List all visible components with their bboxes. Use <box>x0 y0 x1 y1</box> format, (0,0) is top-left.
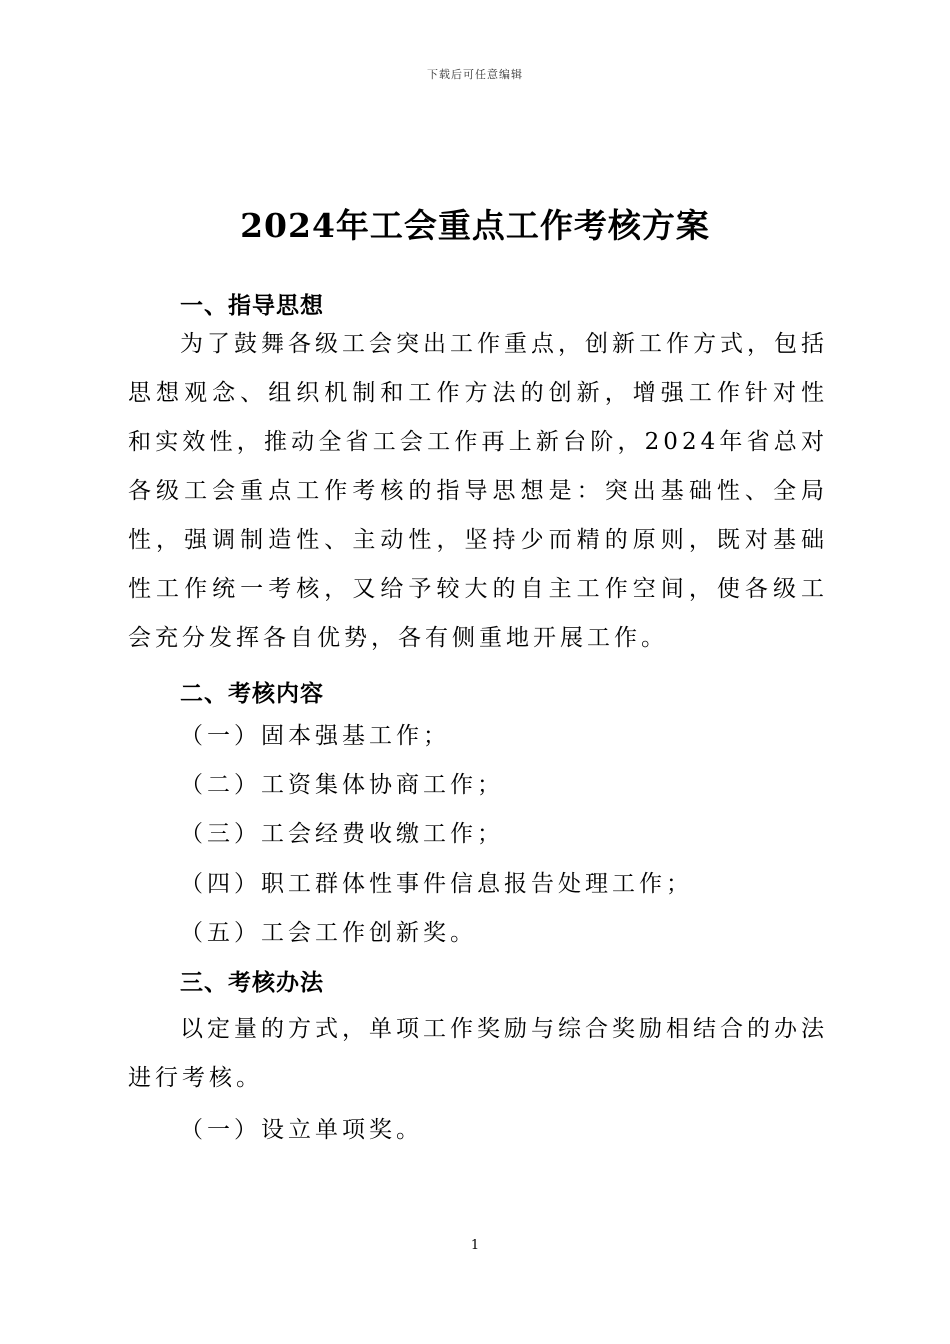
header-note: 下载后可任意编辑 <box>427 68 523 81</box>
paragraph-assessment-method: 以定量的方式，单项工作奖励与综合奖励相结合的办法进行考核。 <box>128 1016 828 1091</box>
list-item-assessment-1: （一）固本强基工作； <box>180 723 450 749</box>
subheading-single-award: （一）设立单项奖。 <box>180 1117 423 1143</box>
section-heading-assessment-method: 三、考核办法 <box>180 970 324 996</box>
list-item-assessment-5: （五）工会工作创新奖。 <box>180 920 477 946</box>
list-item-assessment-4: （四）职工群体性事件信息报告处理工作； <box>180 871 693 897</box>
list-item-assessment-2: （二）工资集体协商工作； <box>180 772 504 798</box>
document-title: 2024年工会重点工作考核方案 <box>240 206 710 245</box>
section-heading-assessment-content: 二、考核内容 <box>180 681 324 707</box>
section-heading-guiding-ideology: 一、指导思想 <box>180 293 324 319</box>
list-item-assessment-3: （三）工会经费收缴工作； <box>180 821 504 847</box>
page-number: 1 <box>470 1238 480 1253</box>
paragraph-guiding-ideology: 为了鼓舞各级工会突出工作重点，创新工作方式，包括思想观念、组织机制和工作方法的创新，增强工作针对性和实效性，推动全省工会工作再上新台阶，2024年省总对各级工会重点工作考核的指导思想是：突出基础性、全局性，强调制造性、主动性，坚持少而精的原则，既对基础性工作统一考核，又给予较大的自主工作空间，使各级工会充分发挥各自优势，各有侧重地开展工作。 <box>128 331 828 651</box>
